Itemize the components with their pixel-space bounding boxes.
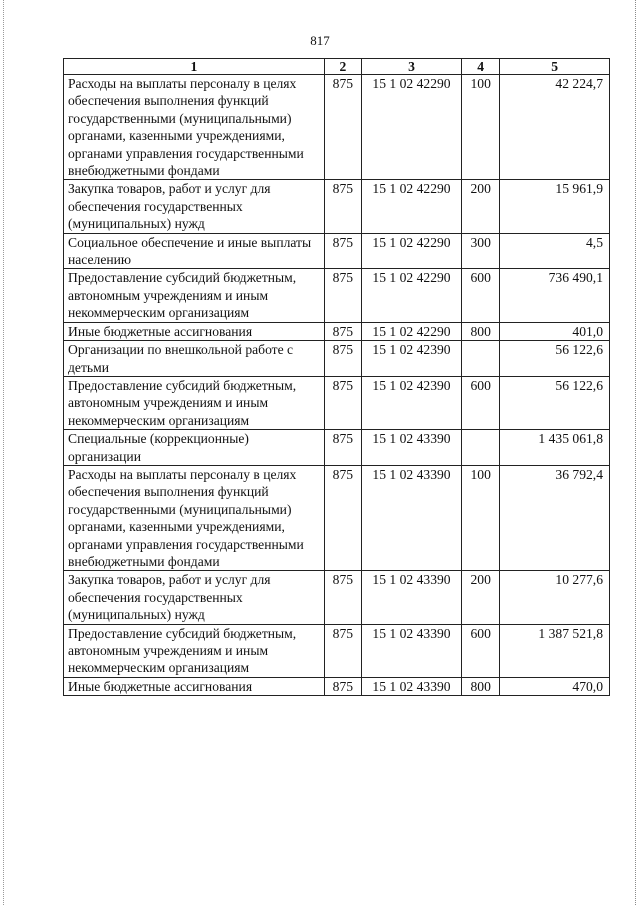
- row-expense-type: 600: [462, 376, 500, 429]
- row-amount: 36 792,4: [500, 465, 610, 570]
- table-row: [64, 180, 610, 233]
- table-row: [64, 341, 610, 377]
- row-amount: 56 122,6: [500, 341, 610, 377]
- row-target-code: 15 1 02 42290: [362, 233, 462, 269]
- row-expense-type: 600: [462, 269, 500, 322]
- row-name: Расходы на выплаты персоналу в целях обеспечения выполнения функций государственными (муниципальными) органами, казенными учреждениями, органами управления государственными внебюджетными фондами: [64, 465, 325, 570]
- row-target-code: 15 1 02 43390: [362, 465, 462, 570]
- scan-left-edge: [0, 0, 4, 905]
- row-admin-code: 875: [324, 341, 361, 377]
- row-admin-code: 875: [324, 376, 361, 429]
- row-expense-type: 800: [462, 677, 500, 695]
- row-amount: 1 435 061,8: [500, 430, 610, 466]
- table-row: [64, 233, 610, 269]
- row-name: Иные бюджетные ассигнования: [64, 322, 325, 340]
- row-admin-code: 875: [324, 465, 361, 570]
- row-amount: 42 224,7: [500, 75, 610, 180]
- row-admin-code: 875: [324, 430, 361, 466]
- table-header-row: [64, 59, 610, 75]
- row-name: Закупка товаров, работ и услуг для обеспечения государственных (муниципальных) нужд: [64, 180, 325, 233]
- table-row: [64, 624, 610, 677]
- row-admin-code: 875: [324, 269, 361, 322]
- row-admin-code: 875: [324, 75, 361, 180]
- row-target-code: 15 1 02 42290: [362, 75, 462, 180]
- row-expense-type: 600: [462, 624, 500, 677]
- row-amount: 470,0: [500, 677, 610, 695]
- budget-table: [63, 58, 610, 696]
- row-admin-code: 875: [324, 322, 361, 340]
- row-expense-type: 100: [462, 75, 500, 180]
- row-target-code: 15 1 02 43390: [362, 430, 462, 466]
- row-name: Расходы на выплаты персоналу в целях обеспечения выполнения функций государственными (муниципальными) органами, казенными учреждениями, органами управления государственными внебюджетными фондами: [64, 75, 325, 180]
- row-name: Иные бюджетные ассигнования: [64, 677, 325, 695]
- column-header-admin: 2: [324, 59, 361, 75]
- row-admin-code: 875: [324, 571, 361, 624]
- row-amount: 56 122,6: [500, 376, 610, 429]
- table-row: [64, 322, 610, 340]
- row-target-code: 15 1 02 42390: [362, 376, 462, 429]
- column-header-type: 4: [462, 59, 500, 75]
- row-amount: 1 387 521,8: [500, 624, 610, 677]
- row-admin-code: 875: [324, 233, 361, 269]
- row-amount: 10 277,6: [500, 571, 610, 624]
- table-row: [64, 75, 610, 180]
- row-target-code: 15 1 02 43390: [362, 677, 462, 695]
- row-name: Социальное обеспечение и иные выплаты населению: [64, 233, 325, 269]
- page-number: 817: [310, 33, 330, 48]
- scan-right-edge: [635, 0, 639, 905]
- table-row: [64, 465, 610, 570]
- row-amount: 15 961,9: [500, 180, 610, 233]
- row-name: Предоставление субсидий бюджетным, автономным учреждениям и иным некоммерческим организациям: [64, 376, 325, 429]
- row-amount: 736 490,1: [500, 269, 610, 322]
- row-admin-code: 875: [324, 624, 361, 677]
- row-admin-code: 875: [324, 677, 361, 695]
- row-target-code: 15 1 02 42390: [362, 341, 462, 377]
- column-header-code: 3: [362, 59, 462, 75]
- row-name: Предоставление субсидий бюджетным, автономным учреждениям и иным некоммерческим организациям: [64, 269, 325, 322]
- row-target-code: 15 1 02 43390: [362, 624, 462, 677]
- row-name: Специальные (коррекционные) организации: [64, 430, 325, 466]
- row-name: Организации по внешкольной работе с детьми: [64, 341, 325, 377]
- row-admin-code: 875: [324, 180, 361, 233]
- table-row: [64, 677, 610, 695]
- row-expense-type: 200: [462, 571, 500, 624]
- table-row: [64, 269, 610, 322]
- row-name: Предоставление субсидий бюджетным, автономным учреждениям и иным некоммерческим организациям: [64, 624, 325, 677]
- table-row: [64, 376, 610, 429]
- row-expense-type: 200: [462, 180, 500, 233]
- row-expense-type: 800: [462, 322, 500, 340]
- column-header-amount: 5: [500, 59, 610, 75]
- row-expense-type: [462, 430, 500, 466]
- row-amount: 4,5: [500, 233, 610, 269]
- row-expense-type: 300: [462, 233, 500, 269]
- table-row: [64, 430, 610, 466]
- row-name: Закупка товаров, работ и услуг для обеспечения государственных (муниципальных) нужд: [64, 571, 325, 624]
- row-target-code: 15 1 02 42290: [362, 322, 462, 340]
- row-expense-type: 100: [462, 465, 500, 570]
- row-target-code: 15 1 02 42290: [362, 269, 462, 322]
- table-row: [64, 571, 610, 624]
- row-target-code: 15 1 02 42290: [362, 180, 462, 233]
- row-target-code: 15 1 02 43390: [362, 571, 462, 624]
- column-header-name: 1: [64, 59, 325, 75]
- row-expense-type: [462, 341, 500, 377]
- row-amount: 401,0: [500, 322, 610, 340]
